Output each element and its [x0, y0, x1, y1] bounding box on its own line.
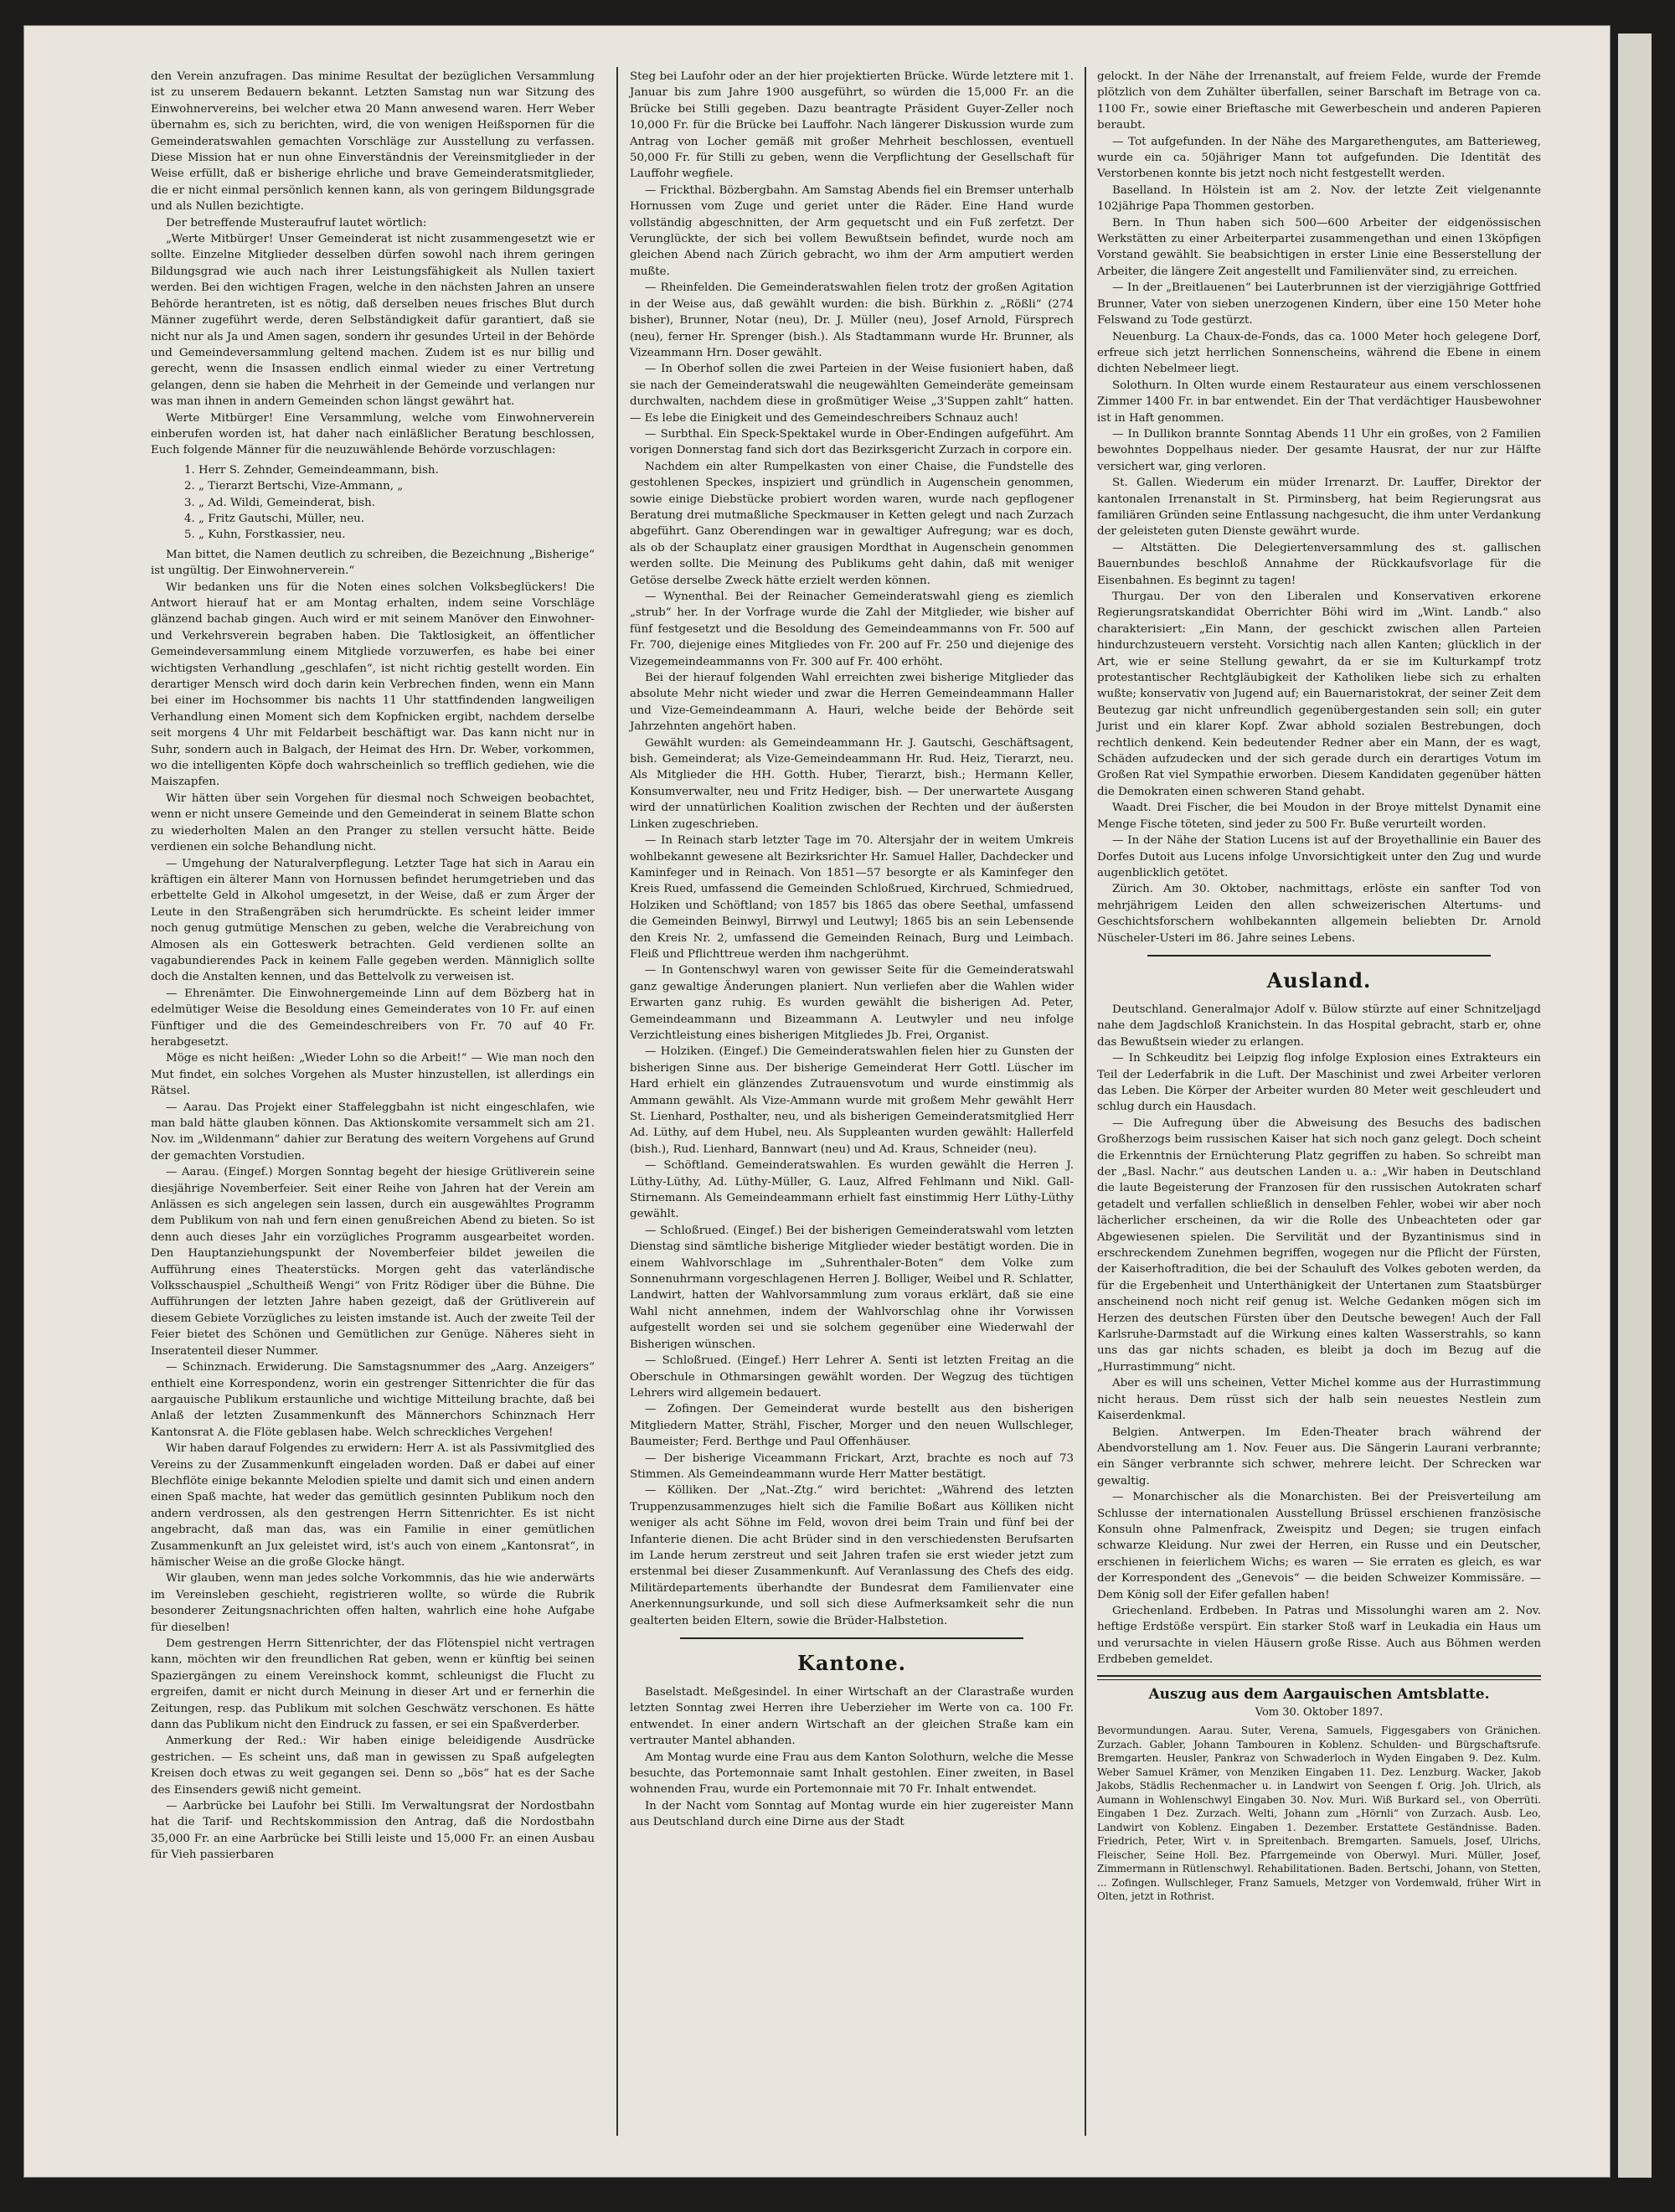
- article-paragraph: Wir glauben, wenn man jedes solche Vorkommnis, das hie wie anderwärts im Vereinsleben geschieht, registrieren wollte, so würde die Rubrik besonderer Zeitungsnachrichten offen halten, wahrlich eine hohe Aufgabe für dieselben!: [151, 1572, 595, 1634]
- candidate-item: 4. „ Fritz Gautschi, Müller, neu.: [184, 512, 365, 525]
- article-paragraph: Baselstadt. Meßgesindel. In einer Wirtschaft an der Clarastraße wurden letzten Sonntag zwei Herren ihre Ueberzieher im Werte von ca. 100 Fr. entwendet. In einer andern Wirtschaft an der gleichen Straße kam ein vertrauter Mantel abhanden.: [630, 1686, 1074, 1748]
- article-paragraph: Werte Mitbürger! Eine Versammlung, welche vom Einwohnerverein einberufen worden ist, hat daher nach einläßlicher Beratung beschlossen, Euch folgende Männer für die neuzuwählende Behörde vorzuschlagen:: [151, 411, 595, 457]
- divider: [1097, 1675, 1541, 1680]
- article-paragraph: Dem gestrengen Herrn Sittenrichter, der das Flötenspiel nicht vertragen kann, möchten wir den freundlichen Rat geben, wenn er künftig bei seinen Spaziergängen zu einem Vereinshock kommt, schleunigst die Flucht zu ergreifen, damit er nicht durch Meinung in dieser Art und er fernerhin die Zeitungen, resp. das Publikum mit solchen Geschwätz verschonen. Es hätte dann das Publikum nicht den Eindruck zu fassen, er sei ein Spaßverderber.: [151, 1637, 595, 1732]
- candidate-item: 5. „ Kuhn, Forstkassier, neu.: [184, 529, 346, 542]
- next-page-edge: [1618, 34, 1652, 2178]
- column-1-articles-cont: [151, 547, 595, 1864]
- article-paragraph: Deutschland. Generalmajor Adolf v. Bülow stürzte auf einer Schnitzeljagd nahe dem Jagdschloß Kranichstein. In das Hospital gebracht, starb er, ohne das Bewußtsein wieder zu erlangen.: [1097, 1003, 1541, 1049]
- article-paragraph: — Rheinfelden. Die Gemeinderatswahlen fielen trotz der großen Agitation in der Weise aus, daß gewählt wurden: die bish. Bürkhin z. „Rößli“ (274 bisher), Brunner, Notar (neu), Dr. J. Müller (neu), Josef Arnold, Fürsprech (neu), ferner Hr. Sprenger (bish.). Als Stadtammann wurde Hr. Brunner, als Vizeammann Hrn. Doser gewählt.: [630, 281, 1074, 359]
- article-paragraph: Bei der hierauf folgenden Wahl erreichten zwei bisherige Mitglieder das absolute Mehr nicht wieder und zwar die Herren Gemeindeammann Haller und Vize-Gemeindeammann A. Hauri, welche beide der Behörde seit Jahrzehnten angehört haben.: [630, 672, 1074, 734]
- article-paragraph: gelockt. In der Nähe der Irrenanstalt, auf freiem Felde, wurde der Fremde plötzlich von dem Zuhälter überfallen, seiner Barschaft im Betrage von ca. 1100 Fr., sowie einer Brieftasche mit Gewerbeschein und anderen Papieren beraubt.: [1097, 70, 1541, 132]
- article-paragraph: In der Nacht vom Sonntag auf Montag wurde ein hier zugereister Mann aus Deutschland durch eine Dirne aus der Stadt: [630, 1799, 1074, 1829]
- article-paragraph: Wir haben darauf Folgendes zu erwidern: Herr A. ist als Passivmitglied des Vereins zu der Zusammenkunft eingeladen worden. Daß er dabei auf einer Blechflöte einige bekannte Melodien spielte und damit sich und einen andern einen Spaß machte, hat weder das gemütlich gesinnten Publikum noch den andern verdrossen, als den gestrengen Herrn Sittenrichter. Es ist nicht angebracht, daß man das, was ein Familie in einer gemütlichen Zusammenkunft an Jux geleistet wird, ist's auch von einem „Kantonsrat“, in hämischer Weise an die große Glocke hängt.: [151, 1442, 595, 1569]
- article-paragraph: — In Reinach starb letzter Tage im 70. Altersjahr der in weitem Umkreis wohlbekannt gewesene alt Bezirksrichter Hr. Samuel Haller, Dachdecker und Kaminfeger und in Reinach. Von 1851—57 besorgte er als Kaminfeger den Kreis Rued, umfassend die Gemeinden Schloßrued, Kirchrued, Schmiedrued, Holziken und Schöftland; von 1857 bis 1865 das obere Seethal, umfassend die Gemeinden Beinwyl, Birrwyl und Leutwyl; 1865 bis an sein Lebensende den Kreis Nr. 2, umfassend die Gemeinden Reinach, Burg und Leimbach. Fleiß und Pflichttreue werden ihm nachgerühmt.: [630, 834, 1074, 961]
- article-paragraph: — Wynenthal. Bei der Reinacher Gemeinderatswahl gieng es ziemlich „strub“ her. In der Vorfrage wurde die Zahl der Mitglieder, wie bisher auf fünf festgesetzt und die Besoldung des Gemeindeammanns von Fr. 500 auf Fr. 700, diejenige eines Mitgliedes von Fr. 200 auf Fr. 250 und diejenige des Vizegemeindeammanns von Fr. 300 auf Fr. 400 erhöht.: [630, 590, 1074, 668]
- section-heading-kantone: Kantone.: [796, 1651, 907, 1675]
- article-paragraph: St. Gallen. Wiederum ein müder Irrenarzt. Dr. Lauffer, Direktor der kantonalen Irrenanstalt in St. Pirminsberg, hat beim Regierungsrat aus familiären Gründen seine Entlassung nachgesucht, die ihm unter Verdankung der geleisteten guten Dienste gewährt wurde.: [1097, 477, 1541, 539]
- article-paragraph: — Zofingen. Der Gemeinderat wurde bestellt aus den bisherigen Mitgliedern Matter, Strähl, Fischer, Morger und den neuen Wullschleger, Baumeister; Ferd. Berthge und Paul Offenhäuser.: [630, 1403, 1074, 1449]
- candidate-list: [184, 462, 595, 544]
- column-2-articles: [630, 69, 1074, 1629]
- article-paragraph: „Werte Mitbürger! Unser Gemeinderat ist nicht zusammengesetzt wie er sollte. Einzelne Mitglieder desselben dürfen sowohl nach ihrem geringen Bildungsgrad wie auch nach ihrer Leistungsfähigkeit als Nullen taxiert werden. Bei den wichtigen Fragen, welche in den nächsten Jahren an unsere Behörde herantreten, ist es nötig, daß derselben neues frisches Blut durch Männer zugeführt werde, deren Selbständigkeit dafür garantiert, daß sie nicht nur als Ja und Amen sagen, sondern ihr gesundes Urteil in der Behörde und Gemeindeversammlung geltend machen. Zudem ist es nur billig und gerecht, wenn die Insassen endlich einmal wieder zu einer Vertretung gelangen, denn sie haben die Mehrheit in der Gemeinde und verlangen nur was man ihnen in andern Gemeinden schon längst gewährt hat.: [151, 233, 595, 409]
- column-1-articles: [151, 69, 595, 459]
- article-paragraph: — Die Aufregung über die Abweisung des Besuchs des badischen Großherzogs beim russischen Kaiser hat sich noch ganz gelegt. Doch scheint die Erkenntnis der Ernüchterung Platz gegriffen zu haben. So schreibt man der „Basl. Nachr.“ aus deutschen Landen u. a.: „Wir haben in Deutschland die laute Begeisterung der Franzosen für den russischen Autokraten scharf getadelt und verfallen schließlich in denselben Fehler, wobei wir aber noch lächerlicher erscheinen, da wir die Rolle des Unbeachteten oder gar Abgewiesenen spielen. Die Servilität und der Byzantinismus sind in erschreckendem Zunehmen begriffen, wogegen nur die Pflicht der Fürsten, der Kaiserhoftradition, die bei der Schauluft des Volkes geboten werden, da für die Ergebenheit und Unterthänigkeit der Untertanen zum Staatsbürger anscheinend noch nicht reif genug ist. Welche Gedanken mögen sich im Herzen des deutschen Fürsten über den Deutsche bewegen! Auch der Fall Karlsruhe-Darmstadt auf die Wirkung eines kalten Wasserstrahls, so kann uns das gar nichts schaden, es bleibt ja doch im Bezug auf die „Hurrastimmung“ nicht.: [1097, 1116, 1541, 1374]
- article-paragraph: — In der „Breitlauenen“ bei Lauterbrunnen ist der vierzigjährige Gottfried Brunner, Vater von sieben unerzogenen Kindern, über eine 150 Meter hohe Felswand zu Tode gestürzt.: [1097, 281, 1541, 327]
- article-paragraph: Neuenburg. La Chaux-de-Fonds, das ca. 1000 Meter hoch gelegene Dorf, erfreue sich jetzt herrlichen Sonnenscheins, während die Ebene in einem dichten Nebelmeer liegt.: [1097, 330, 1541, 376]
- article-paragraph: Bern. In Thun haben sich 500—600 Arbeiter der eidgenössischen Werkstätten zu einer Arbeiterpartei zusammengethan und einen 13köpfigen Vorstand gewählt. Sie beabsichtigen in erster Linie eine Besserstellung der Arbeiter, die längere Zeit angestellt und Familienväter sind, zu erreichen.: [1097, 216, 1541, 278]
- amtsblatt-body: Bevormundungen. Aarau. Suter, Verena, Samuels, Figgesgabers von Gränichen. Zurzach. Gabler, Johann Tambouren in Koblenz. Schulden- und Bürgschaftsrufe. Bremgarten. Heusler, Pankraz von Schwaderloch in Wyden Eingaben 9. Dez. Kulm. Weber Samuel Krämer, von Menziken Eingaben 11. Dez. Lenzburg. Wacker, Jakob Jakobs, Städlis Rechenmacher u. in Landwirt von Seengen f. Orig. Joh. Ulrich, als Aumann in Wohlenschwyl Eingaben 30. Nov. Muri. Wiß Burkard sel., von Oberrüti. Eingaben 1 Dez. Zurzach. Welti, Johann zum „Hörnli“ von Zurzach. Ausb. Leo, Landwirt von Koblenz. Eingaben 1. Dezember. Erstattete Geständnisse. Baden. Friedrich, Peter, Wirt v. in Spreitenbach. Bremgarten. Samuels, Josef, Ulrichs, Fleischer, Seine Holl. Bez. Pfarrgemeinde von Oberwyl. Muri. Müller, Josef, Zimmermann in Rütlenschwyl. Rehabilitationen. Baden. Bertschi, Johann, von Stetten, ... Zofingen. Wullschleger, Franz Samuels, Metzger von Vordemwald, früher Wirt in Olten, jetzt in Rothrist.: [1097, 1725, 1541, 1903]
- divider: [680, 1637, 1023, 1639]
- article-paragraph: — Ehrenämter. Die Einwohnergemeinde Linn auf dem Bözberg hat in edelmütiger Weise die Besoldung eines Gemeinderates von 10 Fr. auf einen Fünftiger und die des Gemeindeschreibers von Fr. 70 auf 40 Fr. herabgesetzt.: [151, 987, 595, 1049]
- column-3: [1097, 69, 1541, 1904]
- article-paragraph: Solothurn. In Olten wurde einem Restaurateur aus einem verschlossenen Zimmer 1400 Fr. in bar entwendet. Ein der That verdächtiger Hausbewohner ist in Haft genommen.: [1097, 379, 1541, 425]
- column-3-ausland-articles: [1097, 1002, 1541, 1668]
- column-rule-2: [1085, 67, 1086, 2136]
- article-paragraph: — Kölliken. Der „Nat.-Ztg.“ wird berichtet: „Während des letzten Truppenzusammenzuges hielt sich die Familie Boßart aus Kölliken nicht weniger als acht Söhne im Feld, wovon drei beim Train und fünf bei der Infanterie dienen. Die acht Brüder sind in den verschiedensten Berufsarten im Lande herum zerstreut und seit Jahren trafen sie erst wieder jetzt zum erstenmal bei dieser Zusammenkunft. Auf Veranlassung des Chefs des eidg. Militärdepartements überhandte der Bundesrat dem Familienvater eine Anerkennungsurkunde, und soll sich diese Aufmerksamkeit sehr die nun gealterten beiden Eltern, sowie die Brüder-Halbstetion.: [630, 1484, 1074, 1627]
- article-paragraph: Anmerkung der Red.: Wir haben einige beleidigende Ausdrücke gestrichen. — Es scheint uns, daß man in gewissen zu Spaß aufgelegten Kreisen doch etwas zu weit gegangen sei. Denn so „bös“ hat es der Sache des Einsenders gewiß nicht gemeint.: [151, 1735, 595, 1797]
- article-paragraph: Baselland. In Hölstein ist am 2. Nov. der letzte Zeit vielgenannte 102jährige Papa Thommen gestorben.: [1097, 183, 1541, 214]
- article-paragraph: — Tot aufgefunden. In der Nähe des Margarethengutes, am Batterieweg, wurde ein ca. 50jähriger Mann tot aufgefunden. Die Identität des Verstorbenen konnte bis jetzt noch nicht festgestellt werden.: [1097, 135, 1541, 181]
- article-paragraph: — Aarau. (Eingef.) Morgen Sonntag begeht der hiesige Grütliverein seine diesjährige Novemberfeier. Seit einer Reihe von Jahren hat der Verein am Anlässen es sich angelegen sein lassen, durch ein ausgewähltes Programm dem Publikum von nah und fern einen genußreichen Abend zu bieten. So ist denn auch dieses Jahr ein vorzügliches Programm ausgearbeitet worden. Den Hauptanziehungspunkt der Novemberfeier bildet jeweilen die Aufführung eines Theaterstücks. Morgen geht das vaterländische Volksschauspiel „Schultheiß Wengi“ von Fritz Rödiger über die Bühne. Die Aufführungen der letzten Jahre haben gezeigt, daß der Grütliverein auf diesem Gebiete Vorzügliches zu leisten imstande ist. Auch der zweite Teil der Feier bietet des Schönen und Gemütlichen zur Genüge. Näheres sieht in Inseratenteil dieser Nummer.: [151, 1166, 595, 1358]
- article-paragraph: Möge es nicht heißen: „Wieder Lohn so die Arbeit!“ — Wie man noch den Mut findet, ein solches Vorgehen als Muster hinzustellen, ist allerdings ein Rätsel.: [151, 1052, 595, 1098]
- column-2: [630, 69, 1074, 1831]
- article-paragraph: — In Oberhof sollen die zwei Parteien in der Weise fusioniert haben, daß sie nach der Gemeinderatswahl die neugewählten Gemeinderäte gemeinsam durchwalten, nachdem diese in großmütiger Weise „3'Suppen zahlt“ hatten. — Es lebe die Einigkeit und des Gemeindeschreibers Schnauz auch!: [630, 363, 1074, 425]
- article-paragraph: Man bittet, die Namen deutlich zu schreiben, die Bezeichnung „Bisherige“ ist ungültig. Der Einwohnerverein.“: [151, 548, 595, 578]
- article-paragraph: Wir bedanken uns für die Noten eines solchen Volksbeglückers! Die Antwort hierauf hat er am Montag erhalten, indem seine Vorschläge glänzend bachab gingen. Auch wird er mit seinem Manöver den Einwohner- und Verkehrsverein begraben haben. Die Taktlosigkeit, an öffentlicher Gemeindeversammlung einem Mitgliede vorzuwerfen, es habe bei einer wichtigsten Verhandlung „geschlafen“, ist nicht richtig gestellt worden. Ein derartiger Mensch wird doch darin kein Verbrechen finden, wenn ein Mann bei einer im Hochsommer bis nachts 11 Uhr stattfindenden langweiligen Verhandlung einen Moment sich dem Kopfnicken ergibt, nachdem derselbe seit morgens 4 Uhr mit Feldarbeit beschäftigt war. Das kann nicht nur in Suhr, sondern auch in Balgach, der Heimat des Hrn. Dr. Weber, vorkommen, wo die intelligenten Köpfe doch wahrscheinlich so trefflich gediehen, wie die Maiszapfen.: [151, 580, 595, 789]
- article-paragraph: — Altstätten. Die Delegiertenversammlung des st. gallischen Bauernbundes beschloß Annahme der Rückkaufsvorlage für die Eisenbahnen. Es beginnt zu tagen!: [1097, 541, 1541, 587]
- article-paragraph: — In Dullikon brannte Sonntag Abends 11 Uhr ein großes, von 2 Familien bewohntes Doppelhaus nieder. Der gesamte Hausrat, der nur zur Hälfte versichert war, ging verloren.: [1097, 427, 1541, 473]
- divider: [1147, 955, 1491, 956]
- article-paragraph: Thurgau. Der von den Liberalen und Konservativen erkorene Regierungsratskandidat Oberrichter Böhi wird im „Wint. Landb.“ also charakterisiert: „Ein Mann, der geschickt zwischen allen Parteien hindurchzusteuern versteht. Vorsichtig nach allen Kanten; glücklich in der Art, wie er seine Stellung gewahrt, da er sie im Kulturkampf trotz protestantischer Rechtgläubigkeit der Katholiken liebe sich zu erhalten wußte; konservativ von Jugend auf; ein Bauernaristokrat, der seiner Zeit dem Beutezug gar nicht unfreundlich gegenübergestanden sein soll; ein guter Jurist und ein klarer Kopf. Zwar abhold sozialen Bestrebungen, doch rechtlich denkend. Kein bedeutender Redner aber ein Mann, der es wagt, Schäden aufzudecken und der sich gerade durch ein derartiges Votum im Großen Rat viel Sympathie erworben. Diesem Kandidaten gegenüber hätten die Demokraten einen schweren Stand gehabt.: [1097, 590, 1541, 798]
- amtsblatt-title: Auszug aus dem Aargauischen Amtsblatte.: [1148, 1685, 1490, 1703]
- candidate-item: 3. „ Ad. Wildi, Gemeinderat, bish.: [184, 496, 375, 509]
- article-paragraph: — Aarbrücke bei Laufohr bei Stilli. Im Verwaltungsrat der Nordostbahn hat die Tarif- und Rechtskommission den Antrag, daß die Nordostbahn 35,000 Fr. an eine Aarbrücke bei Stilli leiste und 15,000 Fr. an einen Ausbau für Vieh passierbaren: [151, 1800, 595, 1862]
- article-paragraph: Gewählt wurden: als Gemeindeammann Hr. J. Gautschi, Geschäftsagent, bish. Gemeinderat; als Vize-Gemeindeammann Hr. Rud. Heiz, Tierarzt, neu. Als Mitglieder die HH. Gotth. Huber, Tierarzt, bish.; Hermann Keller, Konsumverwalter, neu und Fritz Hediger, bish. — Der unerwartete Ausgang wird der unnatürlichen Koalition zwischen der Rechten und der äußersten Linken zugeschrieben.: [630, 736, 1074, 831]
- article-paragraph: — Holziken. (Eingef.) Die Gemeinderatswahlen fielen hier zu Gunsten der bisherigen Sinne aus. Der bisherige Gemeinderat Herr Gottl. Lüscher im Hard erhielt ein glänzendes Zutrauensvotum und wurde einstimmig als Ammann gewählt. Als Vize-Ammann wurde mit großem Mehr gewählt Herr St. Lienhard, Posthalter, neu, und als bisherigen Gemeinderatsmitglied Herr Ad. Lüthy, auf dem Hubel, neu. Als Suppleanten wurden gewählt: Hallerfeld (bish.), Rud. Lienhard, Bannwart (neu) und Ad. Kraus, Schneider (neu).: [630, 1045, 1074, 1156]
- article-paragraph: — Schloßrued. (Eingef.) Herr Lehrer A. Senti ist letzten Freitag an die Oberschule in Othmarsingen gewählt worden. Der Wegzug des tüchtigen Lehrers wird allgemein bedauert.: [630, 1354, 1074, 1400]
- article-paragraph: Zürich. Am 30. Oktober, nachmittags, erlöste ein sanfter Tod von mehrjährigem Leiden den allen schweizerischen Altertums- und Geschichtsforschern wohlbekannten allgemein beliebten Dr. Arnold Nüscheler-Usteri im 86. Jahre seines Lebens.: [1097, 883, 1541, 945]
- article-paragraph: — Umgehung der Naturalverpflegung. Letzter Tage hat sich in Aarau ein kräftigen ein älterer Mann von Hornussen befindet herumgetrieben und das erbettelte Geld in Alkohol umgesetzt, in der Weise, daß er zum Ärger der Leute in den Straßengräben sich herumdrückte. Es scheint leider immer noch genug gutmütige Menschen zu geben, welche die Verabreichung von Almosen als ein Gotteswerk betrachten. Geld verdienen sollte an vagabundierendes Pack in keinem Falle gegeben werden. Männiglich sollte doch die Anstalten kennen, und das Bettelvolk zu verweisen ist.: [151, 857, 595, 984]
- article-paragraph: — Surbthal. Ein Speck-Spektakel wurde in Ober-Endingen aufgeführt. Am vorigen Donnerstag fand sich dort das Bezirksgericht Zurzach in corpore ein.: [630, 427, 1074, 457]
- column-2-kantone-articles: [630, 1684, 1074, 1831]
- article-paragraph: Steg bei Laufohr oder an der hier projektierten Brücke. Würde letztere mit 1. Januar bis zum Jahre 1900 ausgeführt, so würden die 15,000 Fr. an die Brücke bei Stilli gegeben. Dazu beantragte Präsident Guyer-Zeller noch 10,000 Fr. für die Brücke bei Lauffohr. Nach längerer Diskussion wurde zum Antrag von Locher gemäß mit großer Mehrheit beschlossen, eventuell 50,000 Fr. für Stilli zu geben, wenn die Verpflichtung der Gesellschaft für Lauffohr wegfiele.: [630, 70, 1074, 181]
- candidate-item: 1. Herr S. Zehnder, Gemeindeammann, bish.: [184, 463, 439, 477]
- article-paragraph: — Aarau. Das Projekt einer Staffeleggbahn ist nicht eingeschlafen, wie man bald hätte glauben können. Das Aktionskomite versammelt sich am 21. Nov. im „Wildenmann“ dahier zur Beratung des weitern Vorgehens auf Grund der gemachten Vorstudien.: [151, 1101, 595, 1163]
- article-paragraph: Griechenland. Erdbeben. In Patras und Missolunghi waren am 2. Nov. heftige Erdstöße verspürt. Ein starker Stoß warf in Leukadia ein Haus um und verursachte in vielen Häusern große Risse. Auch aus Böhmen werden Erdbeben gemeldet.: [1097, 1604, 1541, 1667]
- article-paragraph: — Schloßrued. (Eingef.) Bei der bisherigen Gemeinderatswahl vom letzten Dienstag sind sämtliche bisherige Mitglieder wieder bestätigt worden. Die in einem Wahlvorschlage im „Suhrenthaler-Boten“ dem Volke zum Sonnenuhrmann vorgeschlagenen Herren J. Bolliger, Weibel und R. Schlatter, Landwirt, hatten der Wahlvorsammlung zum voraus erklärt, daß sie eine Wahl nicht annehmen, indem der Wahlvorschlag ohne ihr Vorwissen aufgestellt worden sei und sie solchem gegenüber eine Wiederwahl der Bisherigen wünschen.: [630, 1224, 1074, 1351]
- article-paragraph: den Verein anzufragen. Das minime Resultat der bezüglichen Versammlung ist zu unserem Bedauern bekannt. Letzten Samstag nun war Sitzung des Einwohnervereins, bei welcher etwa 20 Mann anwesend waren. Herr Weber übernahm es, sich zu berichten, wird, die von wenigen Heißspornen für die Gemeinderatswahlen gemachten Vorschläge zur Ausstellung zu verfassen. Diese Mission hat er nun ohne Einverständnis der Vereinsmitglieder in der Weise erfüllt, daß er bisherige ehrliche und brave Gemeinderatsmitglieder, die er nicht einmal persönlich kennen kann, als von geringem Bildungsgrade und als Nullen bezichtigte.: [151, 70, 595, 214]
- column-rule-1: [616, 67, 618, 2136]
- article-paragraph: Waadt. Drei Fischer, die bei Moudon in der Broye mittelst Dynamit eine Menge Fische töteten, sind jeder zu 500 Fr. Buße verurteilt worden.: [1097, 802, 1541, 831]
- article-paragraph: Aber es will uns scheinen, Vetter Michel komme aus der Hurrastimmung nicht heraus. Dem rüsst sich der halb sein neuestes Nestlein zum Kaiserdenkmal.: [1097, 1377, 1541, 1423]
- article-paragraph: — In Gontenschwyl waren von gewisser Seite für die Gemeinderatswahl ganz gewaltige Änderungen planiert. Nun verliefen aber die Wahlen wider Erwarten ganz ruhig. Es wurden gewählt die bisherigen Ad. Peter, Gemeindeammann und Bizeammann A. Leutwyler und neu infolge Verzichtleistung eines bisherigen Mitgliedes Jb. Frei, Organist.: [630, 964, 1074, 1042]
- section-heading-ausland: Ausland.: [1266, 967, 1372, 993]
- article-paragraph: — Monarchischer als die Monarchisten. Bei der Preisverteilung am Schlusse der internationalen Ausstellung Brüssel erschienen französische Konsuln ohne Palmenfrack, Zweispitz und Degen; sie trugen einfach schwarze Kleidung. Nur zwei der Herren, ein Russe und ein Deutscher, erschienen in feierlichem Wichs; es waren — Sie erraten es gleich, es war der Korrespondent des „Genevois“ — die beiden Schweizer Kommissäre. — Dem König soll der Eifer gefallen haben!: [1097, 1491, 1541, 1601]
- article-paragraph: Der betreffende Musteraufruf lautet wörtlich:: [166, 216, 427, 229]
- candidate-item: 2. „ Tierarzt Bertschi, Vize-Ammann, „: [184, 480, 404, 493]
- article-paragraph: — Frickthal. Bözbergbahn. Am Samstag Abends fiel ein Bremser unterhalb Hornussen vom Zuge und geriet unter die Räder. Eine Hand wurde vollständig abgeschnitten, der Arm gequetscht und ein Fuß zerfetzt. Der Verunglückte, der sich bei vollem Bewußtsein befindet, wurde noch am gleichen Abend nach Zürich gebracht, wo ihm der Arm amputiert werden mußte.: [630, 183, 1074, 278]
- article-paragraph: — In der Nähe der Station Lucens ist auf der Broyethallinie ein Bauer des Dorfes Dutoit aus Lucens infolge Unvorsichtigkeit unter den Zug und wurde augenblicklich getötet.: [1097, 834, 1541, 879]
- amtsblatt-date: Vom 30. Oktober 1897.: [1255, 1706, 1384, 1719]
- article-paragraph: Nachdem ein alter Rumpelkasten von einer Chaise, die Fundstelle des gestohlenen Speckes, inspiziert und gründlich in Augenschein genommen, sowie einige Diebstücke probiert worden waren, wurde nach gepflogener Beratung drei mutmaßliche Speckmauser in Ketten gelegt und nach Zurzach abgeführt. Ganz Oberendingen war in gewaltiger Aufregung; war es doch, als ob der Schauplatz einer grausigen Mordthat in Augenschein genommen werden sollte. Die Meinung des Publikums geht dahin, daß mit weniger Getöse derselbe Zweck hätte erzielt werden können.: [630, 460, 1074, 587]
- article-paragraph: Wir hätten über sein Vorgehen für diesmal noch Schweigen beobachtet, wenn er nicht unsere Gemeinde und den Gemeinderat in seinem Blatte schon zu wiederholten Malen an den Pranger zu stellen versucht hätte. Beide verdienen ein solche Behandlung nicht.: [151, 791, 595, 854]
- article-paragraph: — In Schkeuditz bei Leipzig flog infolge Explosion eines Extrakteurs ein Teil der Lederfabrik in die Luft. Der Maschinist und zwei Arbeiter verloren das Leben. Die Körper der Arbeiter wurden 80 Meter weit geschleudert und schlug durch ein Hausdach.: [1097, 1052, 1541, 1114]
- column-1: [151, 69, 595, 1864]
- article-paragraph: Belgien. Antwerpen. Im Eden-Theater brach während der Abendvorstellung am 1. Nov. Feuer aus. Die Sängerin Laurani verbrannte; ein Sänger verbrannte sich schwer, mehrere leicht. Der Schrecken war gewaltig.: [1097, 1426, 1541, 1488]
- column-3-articles: [1097, 69, 1541, 946]
- article-paragraph: — Schöftland. Gemeinderatswahlen. Es wurden gewählt die Herren J. Lüthy-Lüthy, Ad. Lüthy-Müller, G. Lauz, Alfred Fehlmann und Nikl. Gall-Stirnemann. Als Gemeindeammann erhielt fast einstimmig Herr Lüthy-Lüthy gewählt.: [630, 1159, 1074, 1221]
- article-paragraph: — Schinznach. Erwiderung. Die Samstagsnummer des „Aarg. Anzeigers“ enthielt eine Korrespondenz, worin ein gestrenger Sittenrichter die für das aargauische Publikum erstaunliche und wichtige Mitteilung brachte, daß bei Anlaß der letzten Zusammenkunft des Männerchors Schinznach Herr Kantonsrat A. die Flöte geblasen habe. Welch schreckliches Vergehen!: [151, 1361, 595, 1439]
- article-paragraph: Am Montag wurde eine Frau aus dem Kanton Solothurn, welche die Messe besuchte, das Portemonnaie samt Inhalt gestohlen. Einer zweiten, in Basel wohnenden Frau, wurde ein Portemonnaie mit 70 Fr. Inhalt entwendet.: [630, 1751, 1074, 1797]
- article-paragraph: — Der bisherige Viceammann Frickart, Arzt, brachte es noch auf 73 Stimmen. Als Gemeindeammann wurde Herr Matter bestätigt.: [630, 1451, 1074, 1481]
